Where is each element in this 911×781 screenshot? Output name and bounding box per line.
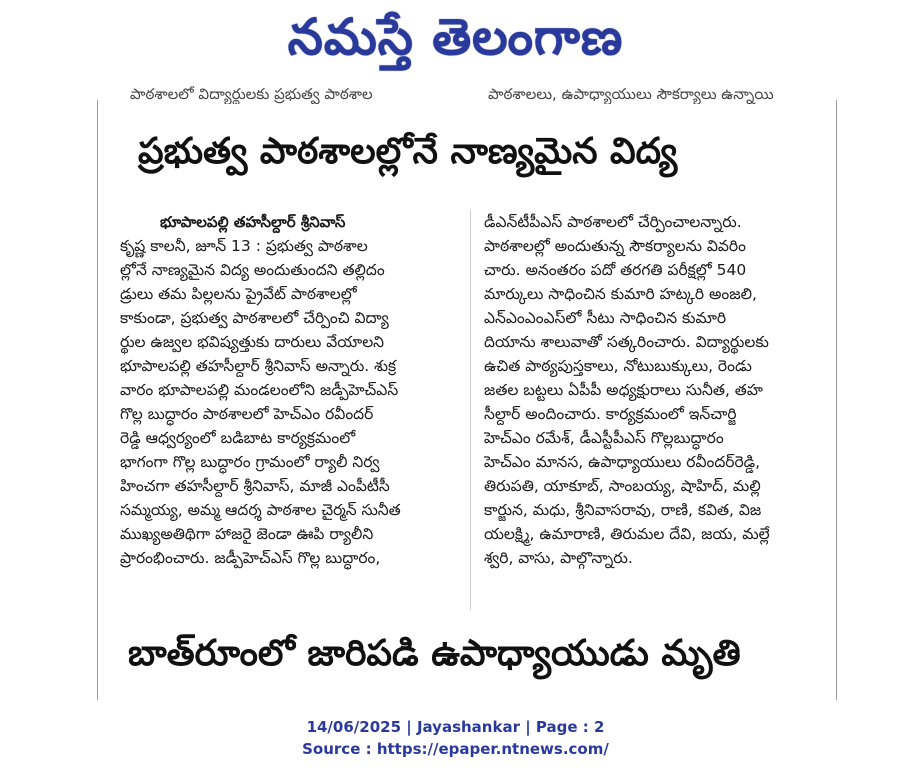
article-line: ముఖ్యఅతిథిగా హాజరై జెండా ఊపి ర్యాలీని (120, 525, 374, 543)
article-line: ల్లోనే నాణ్యమైన విద్య అందుతుందని తల్లిదం (120, 261, 385, 279)
article-line: భాగంగా గొల్ల బుద్ధారం గ్రామంలో ర్యాలీ నిర్వ (120, 453, 380, 471)
article-line: ర్థుల ఉజ్వల భవిష్యత్తుకు దారులు వేయాలని (120, 333, 385, 351)
article-column-2 (484, 210, 814, 570)
article-line: దియాను శాలువాతో సత్కరించారు. విద్యార్థులకు (484, 333, 769, 351)
newspaper-title: నమస్తే తెలంగాణ (287, 8, 624, 66)
article-line: పాఠశాలల్లో అందుతున్న సౌకర్యాలను వివరిం (484, 237, 746, 255)
byline: భూపాలపల్లి తహసీల్దార్ శ్రీనివాస్ (160, 213, 346, 231)
column-divider-left (97, 100, 98, 700)
article-line: వారం భూపాలపల్లి మండలంలోని జడ్పీహెచ్ఎస్ (120, 381, 399, 399)
article-line: హించగా తహసీల్దార్ శ్రీనివాస్, మాజీ ఎంపీటీసీ (120, 477, 390, 495)
page-footer (0, 716, 911, 760)
article-line: భూపాలపల్లి తహసీల్దార్ శ్రీనివాస్ అన్నారు. శుక్ర (120, 357, 397, 375)
article-line: రెడ్డి ఆధ్వర్యంలో బడిబాట కార్యక్రమంలో (120, 429, 356, 447)
article-line: జతల బట్టలు ఏపీపీ అధ్యక్షురాలు సునీత, తహ (484, 381, 763, 399)
source-link[interactable]: Source : https://epaper.ntnews.com/ (302, 740, 609, 758)
edition-info: 14/06/2025 | Jayashankar | Page : 2 (306, 718, 605, 736)
article-line: డ్రులు తమ పిల్లలను ప్రైవేట్ పాఠశాలల్లో (120, 285, 357, 303)
masthead (0, 0, 911, 78)
article-line: గొల్ల బుద్ధారం పాఠశాలలో హెచ్ఎం రవీందర్ (120, 405, 374, 423)
article-line: సీల్దార్ అందించారు. కార్యక్రమంలో ఇన్‌చార్జి (484, 405, 737, 423)
article-line: ఉచిత పాఠ్యపుస్తకాలు, నోటుబుక్కులు, రెండు (484, 357, 752, 375)
article-line: కాకుండా, ప్రభుత్వ పాఠశాలలో చేర్పించి విద్యా (120, 309, 389, 327)
article-line: శ్వరి, వాసు, పాల్గొన్నారు. (484, 549, 633, 567)
article-line: డీఎన్‌టీపీఎస్ పాఠశాలలో చేర్పించాలన్నారు. (484, 213, 742, 231)
article-line: సమ్మయ్య, అమ్మ ఆదర్శ పాఠశాల చైర్మన్ సునీత (120, 501, 401, 519)
article-line: యలక్ష్మి, ఉమారాణి, తిరుమల దేవి, జయ, మల్లే (484, 525, 770, 543)
column-divider-right (836, 100, 837, 700)
article-line: తిరుపతి, యాకూబ్, సాంబయ్య, షాహిద్, మల్లి (484, 477, 761, 495)
second-headline: బాత్‌రూంలో జారిపడి ఉపాధ్యాయుడు మృతి (128, 633, 741, 674)
main-headline: ప్రభుత్వ పాఠశాలల్లోనే నాణ్యమైన విద్య (138, 131, 678, 172)
article-line: చారు. అనంతరం పదో తరగతి పరీక్షల్లో 540 (484, 261, 747, 279)
cut-line-center-left: పాఠశాలలో విద్యార్థులకు ప్రభుత్వ పాఠశాల (130, 86, 373, 103)
cut-line-center-right: పాఠశాలలు, ఉపాధ్యాయులు సౌకర్యాలు ఉన్నాయి (488, 86, 774, 103)
article-line: మార్కులు సాధించిన కుమారి హట్కరి అంజలి, (484, 285, 757, 303)
article-column-1 (120, 210, 455, 570)
article-line: కృష్ణ కాలనీ, జూన్ 13 : ప్రభుత్వ పాఠశాల (120, 237, 368, 255)
article-line: హెచ్ఎం మానస, ఉపాధ్యాయులు రవీందర్‌రెడ్డి, (484, 453, 761, 471)
article-line: ఎన్ఎంఎంఎస్‌లో సీటు సాధించిన కుమారి (484, 309, 727, 327)
article-line: ప్రారంభించారు. జడ్పీహెచ్ఎస్ గొల్ల బుద్ధారం, (120, 549, 381, 567)
article-line: కార్జున, మధు, శ్రీనివాసరావు, రాణి, కవిత, విజ (484, 501, 762, 519)
column-divider-middle (470, 210, 471, 610)
article-line: హెచ్ఎం రమేశ్, డీఎస్టీపీఎస్ గొల్లబుద్ధారం (484, 429, 724, 447)
newspaper-clipping (0, 86, 911, 700)
